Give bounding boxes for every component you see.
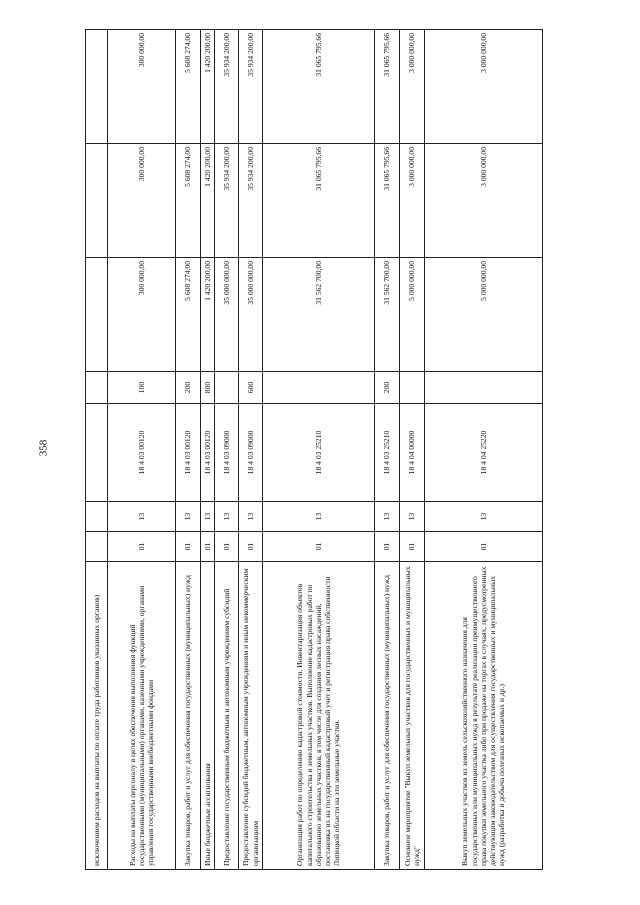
section-code-cell: 01	[108, 532, 176, 562]
amount-cell-1: 5 000 000,00	[400, 258, 425, 372]
target-article-cell: 18 4 03 00120	[201, 404, 215, 502]
table-row	[239, 30, 263, 870]
amount-cell-2: 3 000 000,00	[400, 144, 425, 258]
amount-cell-3: 31 065 795,66	[375, 30, 400, 144]
target-article-cell: 18 4 03 00120	[176, 404, 201, 502]
expense-type-cell: 600	[239, 372, 263, 404]
rotated-table-container	[85, 30, 615, 870]
amount-cell-2: 31 065 795,66	[263, 144, 375, 258]
amount-cell-3	[86, 30, 108, 144]
subsection-code-cell: 13	[215, 502, 239, 532]
amount-cell-1: 35 000 000,00	[215, 258, 239, 372]
expense-name-cell: Организация работ по определению кадастровой стоимости. Инвентаризация объектов капитального строительства и земельных участков. Выполнение кадастровых работ по образованию земельных участков, в том числе для создания лесных насаждений, постановка их на государственный кадастровый учет и регистрация права собственности Липецкой области на эти земельные участки.	[263, 562, 375, 870]
amount-cell-2: 3 000 000,00	[425, 144, 543, 258]
amount-cell-1: 300 000,00	[108, 258, 176, 372]
expense-name-cell: Расходы на выплаты персоналу в целях обеспечения выполнения функций государственными (муниципальными) органами, казенными учреждениями, органами управления государственными внебюджетными фондами	[108, 562, 176, 870]
expense-type-cell: 800	[201, 372, 215, 404]
expense-name-cell: Закупка товаров, работ и услуг для обеспечения государственных (муниципальных) нужд	[176, 562, 201, 870]
expense-name-cell: Закупка товаров, работ и услуг для обеспечения государственных (муниципальных) нужд	[375, 562, 400, 870]
amount-cell-1: 1 420 200,00	[201, 258, 215, 372]
amount-cell-1	[86, 258, 108, 372]
subsection-code-cell: 13	[400, 502, 425, 532]
amount-cell-3: 3 000 000,00	[425, 30, 543, 144]
table-row	[425, 30, 543, 870]
section-code-cell: 01	[176, 532, 201, 562]
expense-type-cell: 200	[375, 372, 400, 404]
table-row	[375, 30, 400, 870]
amount-cell-1: 31 562 700,00	[263, 258, 375, 372]
page-number: 358	[37, 439, 50, 457]
amount-cell-3: 35 934 200,00	[215, 30, 239, 144]
expense-name-cell: исключением расходов на выплаты по оплате труда работников указанных органов)	[86, 562, 108, 870]
expense-type-cell: 100	[108, 372, 176, 404]
table-body	[86, 30, 543, 870]
amount-cell-1: 35 000 000,00	[239, 258, 263, 372]
target-article-cell: 18 4 03 00120	[108, 404, 176, 502]
section-code-cell: 01	[400, 532, 425, 562]
expense-type-cell	[425, 372, 543, 404]
section-code-cell: 01	[215, 532, 239, 562]
table-row	[201, 30, 215, 870]
amount-cell-1: 31 562 700,00	[375, 258, 400, 372]
table-row	[263, 30, 375, 870]
expense-name-cell: Предоставление субсидий бюджетным, автономным учреждениям и иным некоммерческим организациям	[239, 562, 263, 870]
amount-cell-2: 35 934 200,00	[215, 144, 239, 258]
amount-cell-2	[86, 144, 108, 258]
amount-cell-2: 35 934 200,00	[239, 144, 263, 258]
budget-table	[85, 29, 543, 870]
amount-cell-3: 3 000 000,00	[400, 30, 425, 144]
target-article-cell: 18 4 04 00000	[400, 404, 425, 502]
amount-cell-1: 5 000 000,00	[425, 258, 543, 372]
amount-cell-2: 300 000,00	[108, 144, 176, 258]
amount-cell-2: 31 065 795,66	[375, 144, 400, 258]
subsection-code-cell	[86, 502, 108, 532]
subsection-code-cell: 13	[425, 502, 543, 532]
amount-cell-3: 5 608 274,00	[176, 30, 201, 144]
amount-cell-3: 300 000,00	[108, 30, 176, 144]
amount-cell-3: 1 420 200,00	[201, 30, 215, 144]
subsection-code-cell: 13	[201, 502, 215, 532]
target-article-cell: 18 4 04 25220	[425, 404, 543, 502]
table-row	[176, 30, 201, 870]
target-article-cell: 18 4 03 25210	[375, 404, 400, 502]
amount-cell-3: 35 934 200,00	[239, 30, 263, 144]
amount-cell-2: 1 420 200,00	[201, 144, 215, 258]
expense-type-cell	[215, 372, 239, 404]
expense-type-cell: 200	[176, 372, 201, 404]
table-row	[108, 30, 176, 870]
expense-type-cell	[400, 372, 425, 404]
expense-name-cell: Выкуп земельных участков из земель сельскохозяйственного назначения для государственных или муниципальных нужд в результате реализации преимущественного права покупки земельного участка либо при продаже на торгах в случаях, предусмотренных действующим законодательством для осуществления государственных и муниципальных нужд (разработка и добыча полезных ископаемых и др.)	[425, 562, 543, 870]
expense-type-cell	[86, 372, 108, 404]
section-code-cell: 01	[425, 532, 543, 562]
amount-cell-1: 5 608 274,00	[176, 258, 201, 372]
section-code-cell: 01	[375, 532, 400, 562]
subsection-code-cell: 13	[375, 502, 400, 532]
table-row	[400, 30, 425, 870]
target-article-cell: 18 4 03 09000	[239, 404, 263, 502]
subsection-code-cell: 13	[263, 502, 375, 532]
table-row	[215, 30, 239, 870]
expense-name-cell: Иные бюджетные ассигнования	[201, 562, 215, 870]
expense-name-cell: Основное мероприятие "Выкуп земельных участков для государственных и муниципальных нужд"	[400, 562, 425, 870]
section-code-cell: 01	[201, 532, 215, 562]
amount-cell-2: 5 608 274,00	[176, 144, 201, 258]
section-code-cell	[86, 532, 108, 562]
expense-type-cell	[263, 372, 375, 404]
expense-name-cell: Предоставление государственным бюджетным и автономным учреждениям субсидий	[215, 562, 239, 870]
target-article-cell	[86, 404, 108, 502]
subsection-code-cell: 13	[108, 502, 176, 532]
target-article-cell: 18 4 03 09000	[215, 404, 239, 502]
subsection-code-cell: 13	[176, 502, 201, 532]
amount-cell-3: 31 065 795,66	[263, 30, 375, 144]
target-article-cell: 18 4 03 25210	[263, 404, 375, 502]
section-code-cell: 01	[239, 532, 263, 562]
table-frame	[85, 30, 615, 870]
table-row	[86, 30, 108, 870]
subsection-code-cell: 13	[239, 502, 263, 532]
section-code-cell: 01	[263, 532, 375, 562]
